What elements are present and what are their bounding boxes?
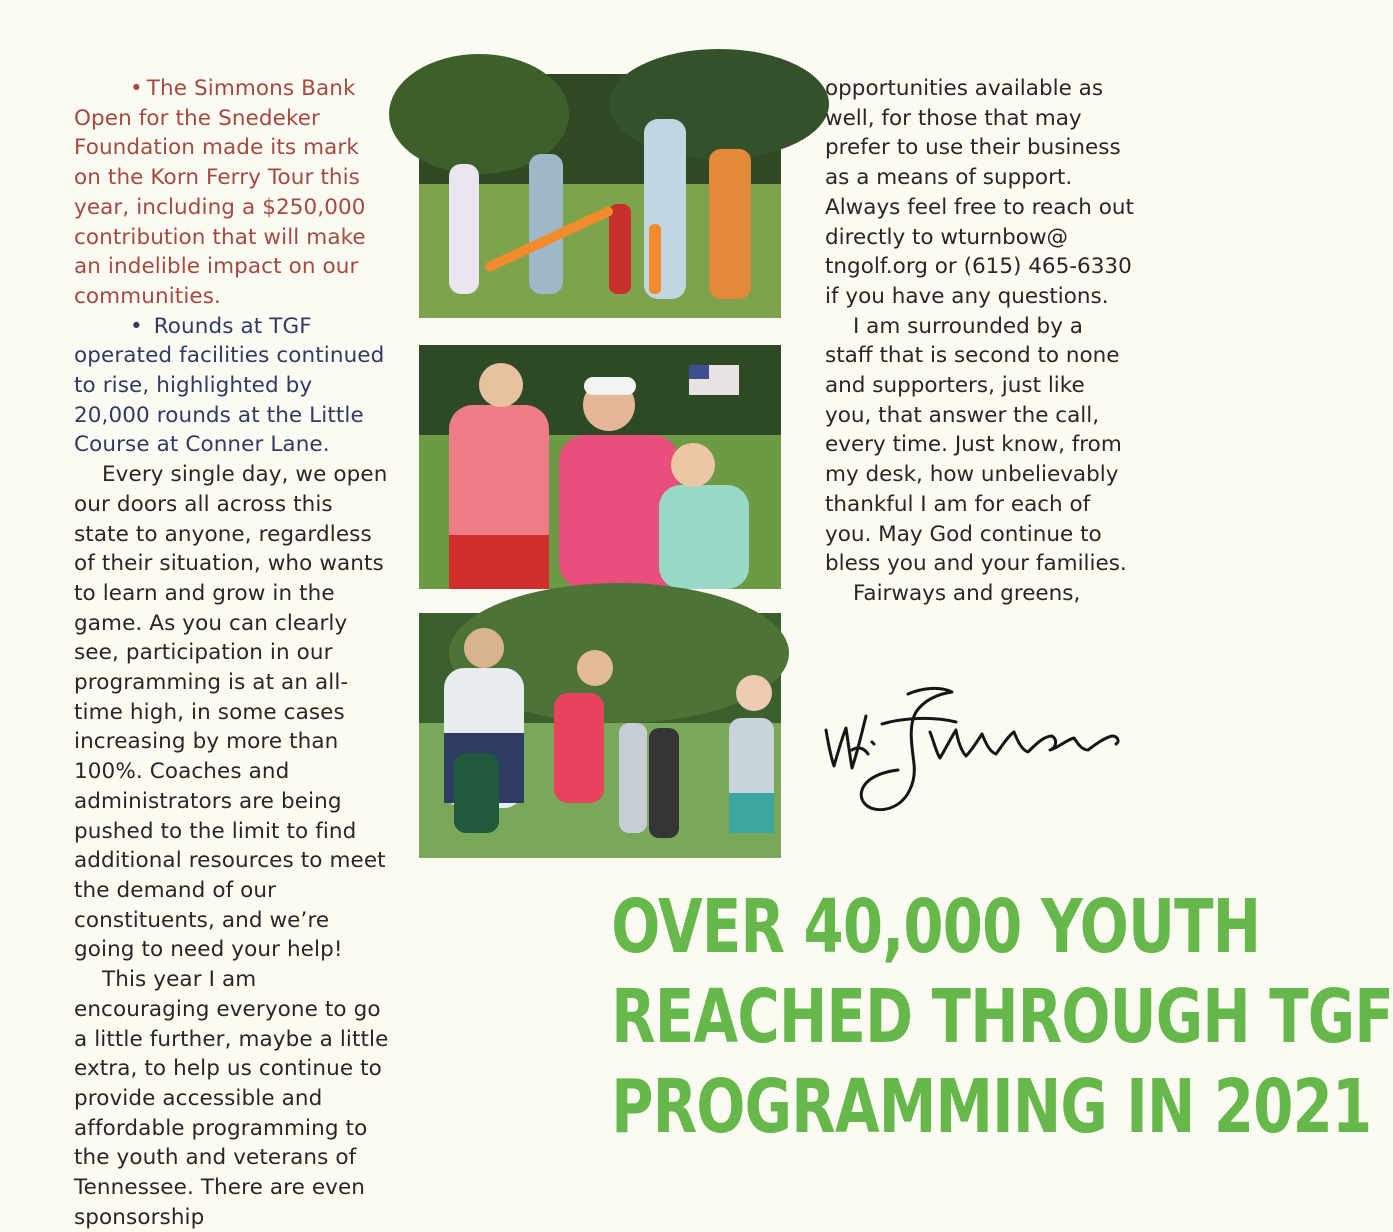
left-text-column xyxy=(74,74,390,1232)
bullet-dot: • xyxy=(130,76,143,101)
headline-line-1: OVER 40,000 YOUTH xyxy=(611,884,1261,970)
closing-line: Fairways and greens, xyxy=(853,580,1081,606)
photo-golfers-with-flag xyxy=(419,345,781,589)
paragraph-every-day: Every single day, we open our doors all across this state to anyone, regardless of their situation, who wants to learn and grow in the game. As you can clearly see, participation in our programming is at an all-time high, in some cases increasing by more than 100%. Coaches and administrators are being pushed to the limit to find additional resources to meet the demand of our constituents, and we’re going to need your help! xyxy=(74,462,388,963)
paragraph-this-year: This year I am encouraging everyone to go a little further, maybe a little extra, to help us continue to provide accessible and affordable programming to the youth and veterans of Tennessee. There are even sponsorship xyxy=(74,967,389,1230)
bullet-text: The Simmons Bank Open for the Snedeker Foundation made its mark on the Korn Ferry Tour this year, including a $250,000 contribution that will make an indelible impact on our communities. xyxy=(74,76,366,309)
photo-kids-pointing xyxy=(419,613,781,858)
headline-youth-reached xyxy=(611,882,1393,1152)
right-text-column xyxy=(825,74,1135,609)
bullet-dot: • xyxy=(130,313,143,339)
bullet-text: Rounds at TGF operated facilities continued to rise, highlighted by 20,000 rounds at the Little Course at Conner Lane. xyxy=(74,313,385,458)
bullet-simmons-bank-open xyxy=(74,74,390,312)
paragraph-staff: I am surrounded by a staff that is second to none and supporters, just like you, that answer the call, every time. Just know, from my desk, how unbelievably thankful I am for each of you. May God continue to bless you and your families. xyxy=(825,313,1127,577)
handwritten-signature xyxy=(812,672,1132,822)
photo-kids-golf-lesson xyxy=(419,74,781,318)
paragraph-opportunities: opportunities available as well, for those that may prefer to use their business as a means of support. Always feel free to reach out directly to wturnbow@ tngolf.org or (615) 465-6330 if you have any questions. xyxy=(825,76,1134,309)
headline-line-2: REACHED THROUGH TGF xyxy=(611,974,1393,1060)
bullet-rounds-tgf xyxy=(74,312,390,461)
headline-line-3: PROGRAMMING IN 2021 xyxy=(611,1064,1372,1150)
